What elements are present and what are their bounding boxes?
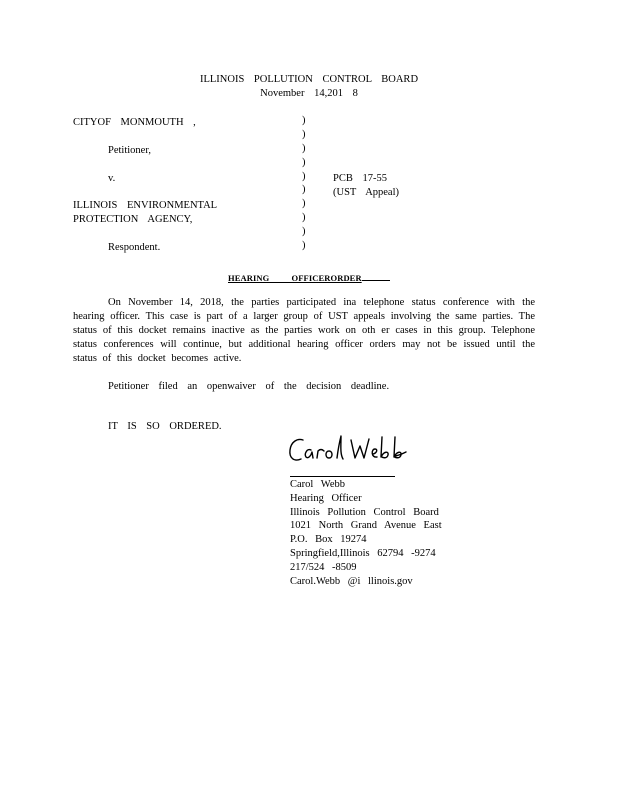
respondent-name-line1: ILLINOIS ENVIRONMENTAL — [73, 200, 218, 211]
board-title: ILLINOIS POLLUTION CONTROL BOARD — [199, 74, 419, 85]
caption-paren: ) — [302, 184, 306, 196]
caption-paren: ) — [302, 212, 306, 224]
order-date: November 14,201 8 — [260, 88, 358, 99]
paragraph-ordered: IT IS SO ORDERED. — [108, 421, 222, 432]
signer-name: Carol Webb — [290, 479, 345, 490]
caption-parentheses — [302, 114, 306, 253]
case-type: (UST Appeal) — [333, 187, 400, 198]
signature-block — [290, 478, 442, 588]
versus-label: v. — [108, 173, 116, 184]
paragraph-waiver: Petitioner filed an openwaiver of the decision deadline. — [108, 381, 390, 392]
caption-paren: ) — [302, 128, 306, 140]
caption-paren: ) — [302, 142, 306, 154]
respondent-name-line2: PROTECTION AGENCY, — [73, 214, 193, 225]
title-underline — [362, 270, 390, 281]
signer-city-state-zip: Springfield,Illinois 62794 -9274 — [290, 547, 436, 559]
signature-line — [290, 476, 395, 477]
respondent-role: Respondent. — [108, 242, 161, 253]
signer-po-box: P.O. Box 19274 — [290, 534, 367, 546]
caption-paren: ) — [302, 115, 306, 126]
signer-title: Hearing Officer — [290, 492, 362, 504]
caption-paren: ) — [302, 198, 306, 210]
petitioner-name: CITYOF MONMOUTH , — [73, 117, 196, 128]
paragraph-status: On November 14, 2018, the parties participated ina telephone status conference with the hearing officer. This case is part of a larger group of UST appeals involving the same parties. The status of this docket remains inactive as the parties work on oth er cases in this group. Telephone status conferences will continue, but additional hearing officer orders may not be issued until the status of this docket becomes active. — [73, 297, 535, 364]
caption-paren: ) — [302, 156, 306, 168]
signer-email: Carol.Webb @i llinois.gov — [290, 575, 413, 587]
caption-paren: ) — [302, 240, 306, 252]
signer-organization: Illinois Pollution Control Board — [290, 506, 439, 518]
petitioner-role: Petitioner, — [108, 145, 152, 156]
order-title: HEARING OFFICERORDER — [228, 270, 390, 285]
handwritten-signature — [285, 432, 415, 472]
caption-paren: ) — [302, 170, 306, 182]
signer-phone: 217/524 -8509 — [290, 561, 357, 573]
signer-street-address: 1021 North Grand Avenue East — [290, 520, 442, 532]
case-number: PCB 17-55 — [333, 173, 387, 184]
caption-paren: ) — [302, 226, 306, 238]
